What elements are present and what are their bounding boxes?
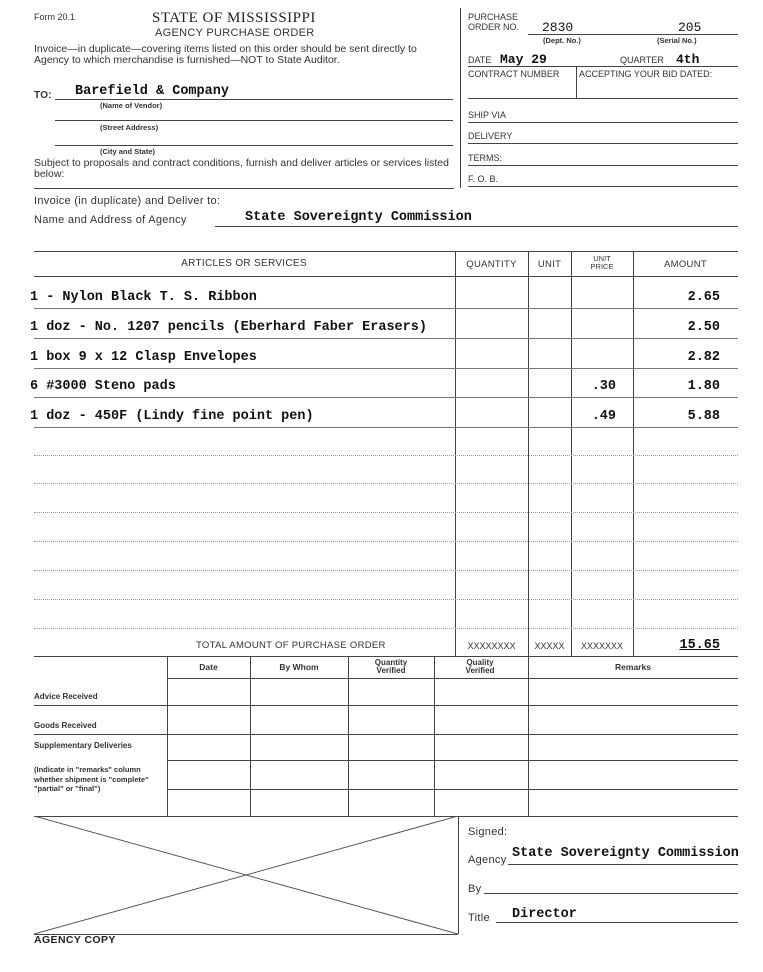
- state-title: STATE OF MISSISSIPPI: [152, 10, 316, 26]
- quantity-verified-header: Quantity Verified: [374, 658, 408, 675]
- receipt-by-whom-header: By Whom: [279, 662, 319, 672]
- item-amount: 2.50: [687, 320, 720, 335]
- street-address-label: (Street Address): [100, 123, 159, 132]
- total-label: TOTAL AMOUNT OF PURCHASE ORDER: [196, 640, 386, 651]
- item-article: 1 box 9 x 12 Clasp Envelopes: [30, 350, 257, 365]
- by-label: By: [468, 883, 482, 895]
- invoice-deliver-text: Invoice (in duplicate) and Deliver to:: [34, 195, 221, 207]
- serial-number-label: (Serial No.): [657, 36, 697, 45]
- advice-received-label: Advice Received: [34, 692, 98, 701]
- total-unit-filler: XXXXX: [534, 641, 565, 651]
- agency-name: State Sovereignty Commission: [245, 210, 472, 225]
- po-number-label: PURCHASE ORDER NO.: [468, 12, 520, 32]
- item-article: 1 doz - No. 1207 pencils (Eberhard Faber Erasers): [30, 320, 427, 335]
- agency-name-label: Name and Address of Agency: [34, 214, 187, 226]
- document-title: AGENCY PURCHASE ORDER: [155, 27, 315, 39]
- agency-signature-value: State Sovereignty Commission: [512, 846, 739, 861]
- dept-number: 2830: [542, 20, 574, 35]
- total-quantity-filler: XXXXXXXX: [467, 641, 516, 651]
- quarter-label: QUARTER: [620, 55, 664, 65]
- fob-label: F. O. B.: [468, 174, 499, 184]
- total-price-filler: XXXXXXX: [580, 641, 624, 651]
- signed-label: Signed:: [468, 826, 508, 838]
- item-amount: 2.82: [687, 350, 720, 365]
- remarks-header: Remarks: [615, 662, 651, 672]
- amount-header: AMOUNT: [664, 259, 707, 270]
- vendor-name: Barefield & Company: [75, 84, 229, 99]
- item-amount: 5.88: [687, 409, 720, 424]
- unit-price-header: UNIT PRICE: [590, 254, 614, 271]
- date-value: May 29: [500, 52, 547, 67]
- accepting-bid-label: ACCEPTING YOUR BID DATED:: [579, 69, 713, 79]
- item-unit-price: .30: [591, 379, 616, 394]
- subject-text: Subject to proposals and contract conditions, furnish and deliver articles or services listed below:: [34, 157, 449, 180]
- form-number: Form 20.1: [34, 12, 76, 22]
- supplementary-deliveries-label: Supplementary Deliveries: [34, 741, 132, 750]
- serial-number: 205: [678, 20, 702, 35]
- invoice-instructions: Invoice—in duplicate—covering items listed on this order should be sent directly to Agency to which merchandise is furnished—NOT to State Auditor.: [34, 43, 417, 66]
- item-article: 1 doz - 450F (Lindy fine point pen): [30, 409, 314, 424]
- date-label: DATE: [468, 55, 492, 65]
- terms-label: TERMS:: [468, 153, 503, 163]
- quality-verified-header: Quality Verified: [465, 658, 495, 675]
- to-label: TO:: [34, 90, 52, 101]
- crossed-out-area: [34, 816, 458, 934]
- agency-signature-label: Agency: [468, 854, 507, 866]
- quantity-header: QUANTITY: [466, 259, 517, 270]
- item-article: 6 #3000 Steno pads: [30, 379, 176, 394]
- vendor-name-label: (Name of Vendor): [100, 101, 163, 110]
- remarks-note: (Indicate in "remarks" column whether shipment is "complete" "partial" or "final"): [34, 765, 149, 793]
- unit-header: UNIT: [537, 259, 562, 270]
- delivery-label: DELIVERY: [468, 131, 513, 141]
- ship-via-label: SHIP VIA: [468, 110, 506, 120]
- goods-received-label: Goods Received: [34, 721, 97, 730]
- item-amount: 1.80: [687, 379, 720, 394]
- receipt-date-header: Date: [199, 662, 218, 672]
- item-unit-price: .49: [591, 409, 616, 424]
- dept-number-label: (Dept. No.): [543, 36, 581, 45]
- title-label: Title: [468, 912, 490, 924]
- agency-copy-label: AGENCY COPY: [34, 934, 116, 946]
- item-amount: 2.65: [687, 290, 720, 305]
- city-state-label: (City and State): [100, 147, 156, 156]
- title-value: Director: [512, 907, 577, 922]
- total-amount: 15.65: [679, 638, 720, 653]
- item-article: 1 - Nylon Black T. S. Ribbon: [30, 290, 257, 305]
- quarter-value: 4th: [676, 52, 700, 67]
- articles-header: ARTICLES OR SERVICES: [181, 258, 307, 269]
- contract-number-label: CONTRACT NUMBER: [468, 69, 560, 79]
